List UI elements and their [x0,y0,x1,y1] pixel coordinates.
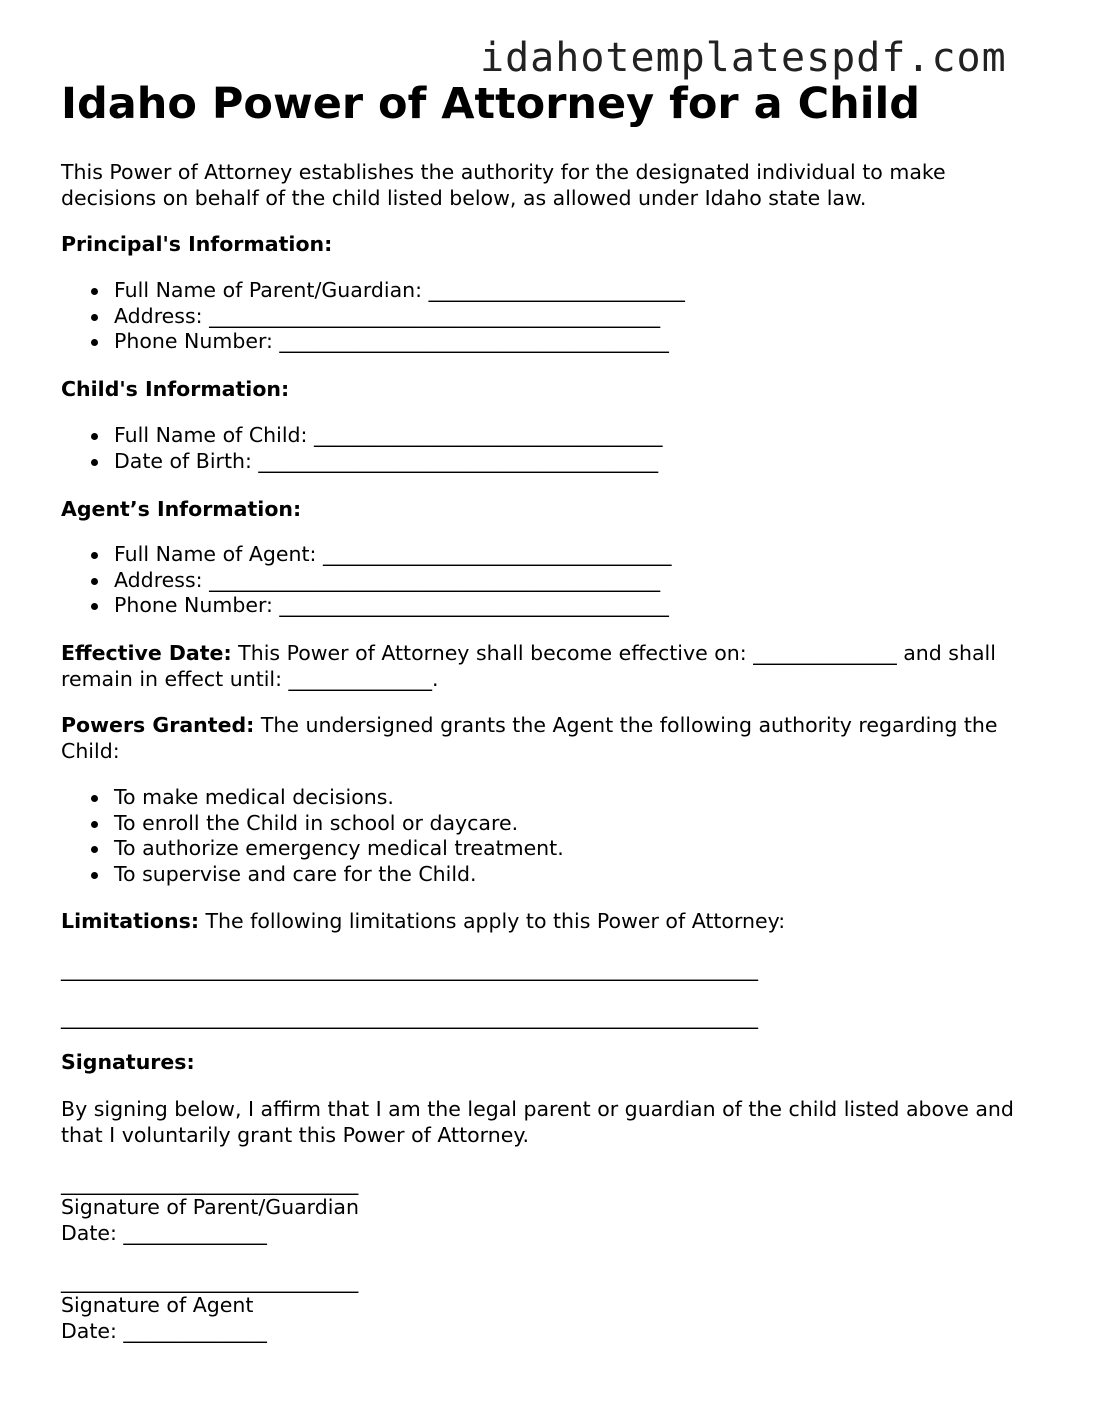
agent-signature-line[interactable]: _____________________________ [61,1269,359,1293]
limitations-label: Limitations: [61,909,200,933]
parent-signature-label: Signature of Parent/Guardian [61,1195,359,1219]
limitations-line-1[interactable]: ____________________________________________________________________ [61,957,758,981]
power-item: To supervise and care for the Child. [114,862,477,887]
child-list [61,423,662,474]
principal-phone-field[interactable]: Phone Number: ______________________________________ [114,329,669,354]
intro-paragraph: This Power of Attorney establishes the authority for the designated individual to make decisions on behalf of the child listed below, as allowed under Idaho state law. [61,160,946,210]
powers-list [61,785,564,888]
site-watermark: idahotemplatespdf.com [480,35,1007,81]
affirmation-paragraph: By signing below, I affirm that I am the legal parent or guardian of the child listed above and that I voluntarily grant this Power of Attorney. [61,1097,1014,1147]
list-item [61,278,685,304]
parent-date-field[interactable]: Date: ______________ [61,1221,267,1245]
list-item [61,423,662,449]
list-item [61,568,671,594]
agent-heading: Agent’s Information: [61,497,302,521]
agent-name-field[interactable]: Full Name of Agent: __________________________________ [114,542,672,566]
power-item: To authorize emergency medical treatment. [114,836,564,861]
power-item: To make medical decisions. [114,785,394,809]
agent-list [61,542,671,619]
principal-list [61,278,685,355]
child-name-field[interactable]: Full Name of Child: __________________________________ [114,423,663,447]
powers-text: The undersigned grants the Agent the following authority regarding the Child: [61,713,998,763]
limitations-line-2[interactable]: ____________________________________________________________________ [61,1005,758,1029]
limitations-text: The following limitations apply to this Power of Attorney: [199,909,786,933]
power-item: To enroll the Child in school or daycare. [114,810,519,835]
agent-phone-field[interactable]: Phone Number: ______________________________________ [114,593,669,618]
list-item [61,542,671,568]
signatures-heading: Signatures: [61,1050,195,1074]
document-title: Idaho Power of Attorney for a Child [61,79,921,129]
effective-date-paragraph [61,640,1021,692]
list-item [61,304,685,330]
list-item [61,862,564,888]
principal-name-field[interactable]: Full Name of Parent/Guardian: _________________________ [114,278,685,302]
list-item [61,329,685,355]
powers-label: Powers Granted: [61,713,255,737]
principal-address-field[interactable]: Address: ____________________________________________ [114,303,661,328]
effective-date-text[interactable]: This Power of Attorney shall become effective on: ______________ and shall remain in effect until: ______________. [61,641,996,691]
effective-date-label: Effective Date: [61,641,232,665]
agent-address-field[interactable]: Address: ____________________________________________ [114,567,661,592]
list-item [61,836,564,862]
child-dob-field[interactable]: Date of Birth: _______________________________________ [114,448,659,473]
list-item [61,811,564,837]
child-heading: Child's Information: [61,377,290,401]
principal-heading: Principal's Information: [61,232,333,256]
parent-signature-line[interactable]: _____________________________ [61,1171,359,1195]
powers-paragraph [61,712,1021,764]
agent-signature-label: Signature of Agent [61,1293,254,1317]
list-item [61,785,564,811]
limitations-paragraph [61,908,1021,934]
list-item [61,449,662,475]
agent-date-field[interactable]: Date: ______________ [61,1319,267,1343]
list-item [61,593,671,619]
